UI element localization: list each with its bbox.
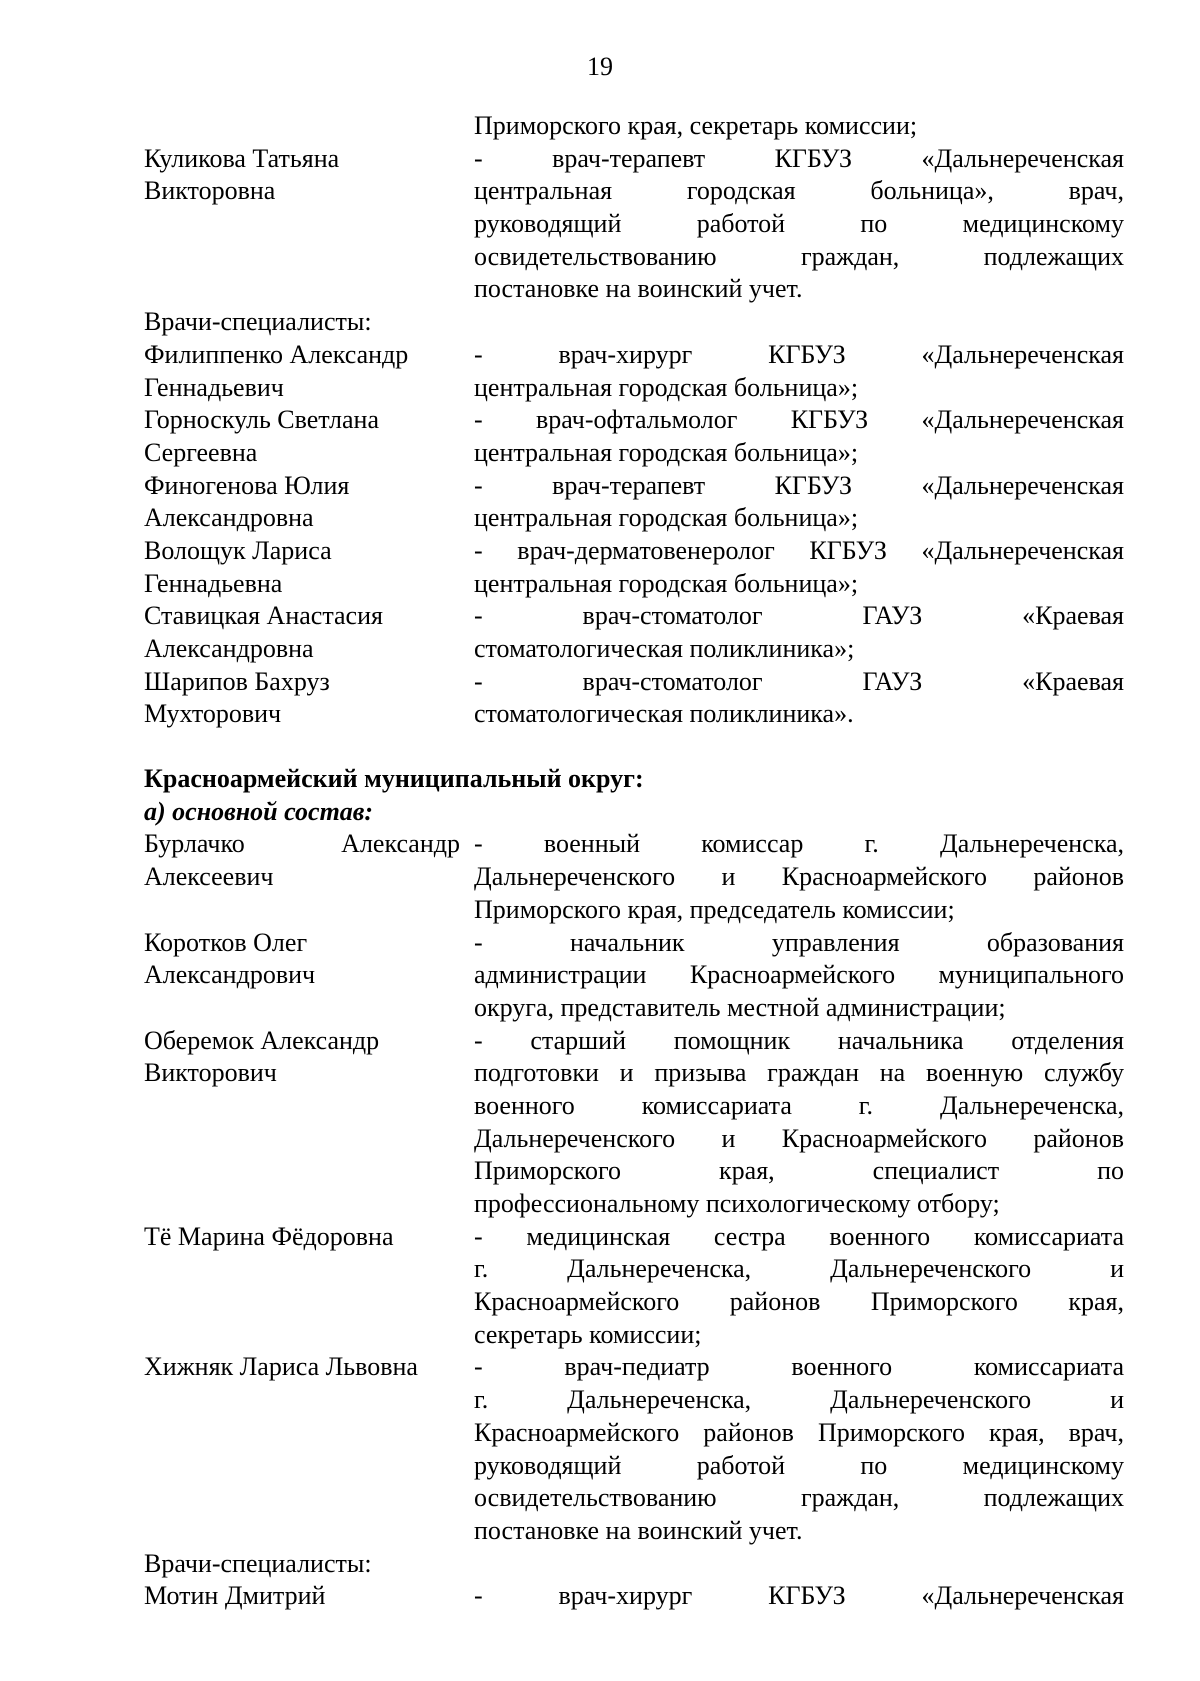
member-name: Оберемок Александр Викторович	[144, 1025, 380, 1088]
member-entry	[144, 927, 1124, 1025]
member-name: Филиппенко Александр Геннадьевич	[144, 339, 409, 402]
member-role: - медицинская сестра военного комиссариата г. Дальнереченска, Дальнереченского и Красноармейского районов Приморского края, секретарь комиссии;	[474, 1221, 1124, 1349]
member-role: - старший помощник начальника отделения подготовки и призыва граждан на военную службу военного комиссариата г. Дальнереченска, Дальнереченского и Красноармейского районов Приморского края, специалист по профессиональному психологическому отбору;	[474, 1025, 1124, 1218]
member-role: - врач-терапевт КГБУЗ «Дальнереченская центральная городская больница», врач, руководящий работой по медицинскому освидетельствованию граждан, подлежащих постановке на воинский учет.	[474, 143, 1124, 304]
member-role: - врач-педиатр военного комиссариата г. Дальнереченска, Дальнереченского и Красноармейского районов Приморского края, врач, руководящий работой по медицинскому освидетельствованию граждан, подлежащих постановке на воинский учет.	[474, 1352, 1124, 1545]
member-entry	[144, 535, 1124, 600]
member-role: - военный комиссар г. Дальнереченска, Дальнереченского и Красноармейского районов Приморского края, председатель комиссии;	[474, 829, 1124, 924]
specialists-label: Врачи-специалисты:	[144, 307, 372, 337]
member-name: Тё Марина Фёдоровна	[144, 1221, 394, 1251]
member-role: - врач-дерматовенеролог КГБУЗ «Дальнереченская центральная городская больница»;	[474, 535, 1124, 598]
member-role: - врач-офтальмолог КГБУЗ «Дальнереченская центральная городская больница»;	[474, 405, 1124, 467]
member-name: Финогенова Юлия Александровна	[144, 470, 350, 533]
member-name: Горноскуль Светлана Сергеевна	[144, 405, 379, 467]
member-name: Куликова Татьяна Викторовна	[144, 143, 340, 206]
member-role: - врач-терапевт КГБУЗ «Дальнереченская центральная городская больница»;	[474, 470, 1124, 533]
continuation-text: Приморского края, секретарь комиссии;	[474, 111, 918, 140]
continuation-row	[144, 110, 1124, 143]
document-body	[144, 110, 1124, 1613]
member-role: - врач-стоматолог ГАУЗ «Краевая стоматологическая поликлиника»;	[474, 601, 1124, 663]
section-heading: Красноармейский муниципальный округ:	[144, 764, 644, 794]
member-role: - врач-хирург КГБУЗ «Дальнереченская центральная городская больница»;	[474, 339, 1124, 402]
member-entry	[144, 143, 1124, 306]
member-entry	[144, 404, 1124, 469]
member-name: Ставицкая Анастасия Александровна	[144, 601, 383, 663]
member-role: - врач-хирург КГБУЗ «Дальнереченская	[474, 1581, 1124, 1611]
member-entry	[144, 1221, 1124, 1352]
member-name: Хижняк Лариса Львовна	[144, 1352, 418, 1382]
member-entry	[144, 828, 1124, 926]
member-role: - врач-стоматолог ГАУЗ «Краевая стоматологическая поликлиника».	[474, 666, 1124, 729]
member-name: Волощук Лариса Геннадьевна	[144, 535, 332, 598]
member-name: Коротков Олег Александрович	[144, 927, 316, 990]
member-entry	[144, 1025, 1124, 1221]
member-entry	[144, 1580, 1124, 1613]
page-number: 19	[587, 52, 613, 81]
member-entry	[144, 470, 1124, 535]
member-name: Бурлачко Александр Алексеевич	[144, 829, 460, 892]
member-entry	[144, 600, 1124, 665]
member-entry	[144, 339, 1124, 404]
section-subheading: а) основной состав:	[144, 796, 374, 826]
member-name: Шарипов Бахруз Мухторович	[144, 666, 330, 729]
member-entry	[144, 666, 1124, 731]
specialists-label: Врачи-специалисты:	[144, 1548, 372, 1578]
member-name: Мотин Дмитрий	[144, 1581, 326, 1611]
member-entry	[144, 1351, 1124, 1547]
member-role: - начальник управления образования администрации Красноармейского муниципального округа, представитель местной администрации;	[474, 927, 1124, 1022]
